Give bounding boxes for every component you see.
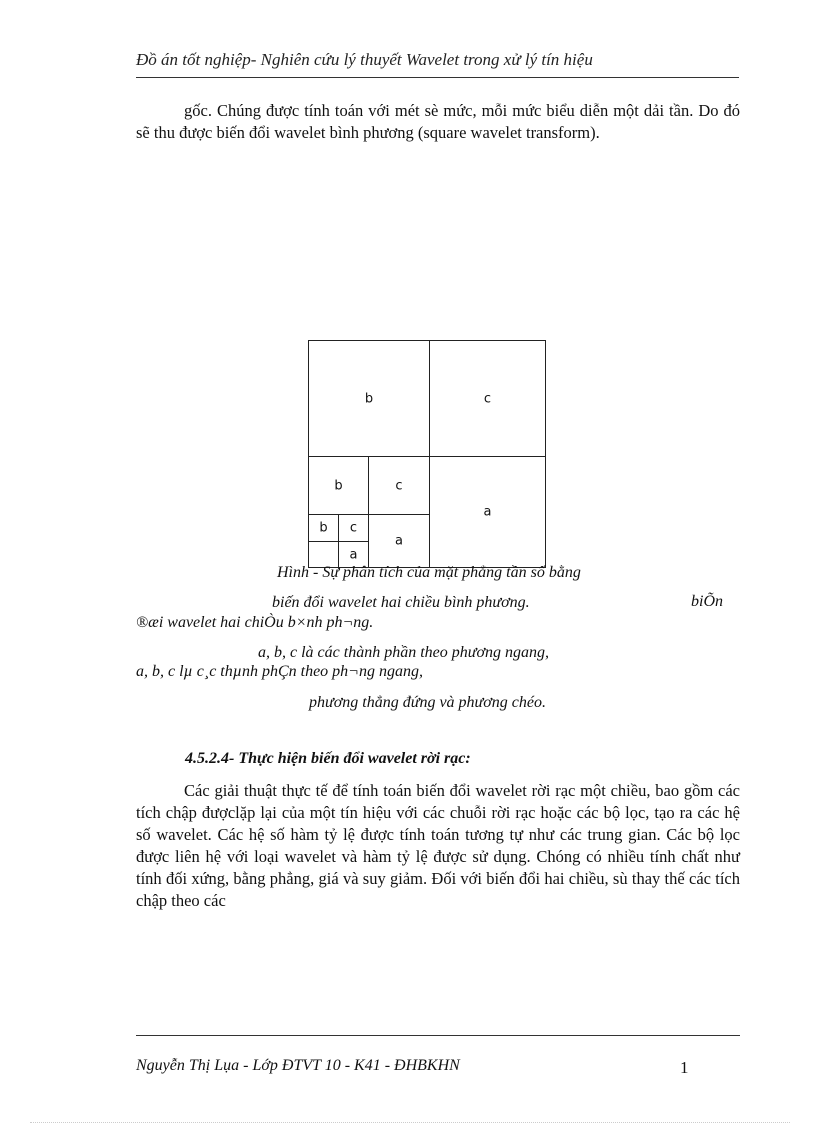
cell-level3-c xyxy=(338,514,369,542)
section-heading: 4.5.2.4- Thực hiện biến đổi wavelet rời rạc: xyxy=(185,750,471,767)
label: b xyxy=(334,478,343,493)
label: a xyxy=(349,547,358,562)
label: a xyxy=(395,533,403,549)
figure-caption-garbled-line3: a, b, c lµ c¸c thµnh phÇn theo ph¬ng ngang, xyxy=(136,663,423,680)
cell-level3-b xyxy=(308,514,339,542)
figure-caption-line2: biến đổi wavelet hai chiều bình phương. xyxy=(272,594,530,611)
label: c xyxy=(349,520,358,536)
label: c xyxy=(395,478,403,493)
label: b xyxy=(364,391,374,406)
header-rule xyxy=(136,77,739,78)
wavelet-decomposition-figure xyxy=(308,340,546,568)
cell-level1-b xyxy=(308,340,430,457)
figure-caption-line1: Hình - Sự phân tích của mặt phẳng tần số bằng xyxy=(277,564,581,581)
figure-caption-garbled-right: biÕn xyxy=(691,593,723,610)
footer-rule xyxy=(136,1035,740,1036)
label: b xyxy=(319,520,328,536)
figure-caption-line4: phương thẳng đứng và phương chéo. xyxy=(309,694,547,711)
label: a xyxy=(483,504,492,520)
cell-level1-a xyxy=(429,456,546,568)
cell-level2-b xyxy=(308,456,369,515)
page-header-title: Đồ án tốt nghiệp- Nghiên cứu lý thuyết Wavelet trong xử lý tín hiệu xyxy=(136,50,593,69)
figure-caption-line3: a, b, c là các thành phần theo phương ngang, xyxy=(258,644,550,661)
label: c xyxy=(483,391,492,406)
cell-level2-a xyxy=(368,514,430,568)
footer-author: Nguyễn Thị Lụa - Lớp ĐTVT 10 - K41 - ĐHBKHN xyxy=(136,1057,460,1074)
figure-caption-garbled-line2: ®æi wavelet hai chiÒu b×nh ph¬ng. xyxy=(136,614,374,631)
intro-paragraph: gốc. Chúng được tính toán với mét sè mức, mỗi mức biểu diễn một dải tần. Do đó sẽ thu được biến đổi wavelet bình phương (square wavelet transform). xyxy=(136,101,740,142)
cell-level1-c xyxy=(429,340,546,457)
cell-level2-c xyxy=(368,456,430,515)
page-number: 1 xyxy=(680,1058,689,1077)
section-body-paragraph: Các giải thuật thực tế để tính toán biến đổi wavelet rời rạc một chiều, bao gồm các tích chập đượclặp lại của một tín hiệu với các chuỗi rời rạc hoặc các bộ lọc, tạo ra các hệ số wavelet. Các hệ số hàm tỷ lệ được tính toán tương tự như các trung gian. Các bộ lọc được liên hệ với loại wavelet và hàm tỷ lệ được sử dụng. Chóng có nhiều tính chất như tính đối xứng, bằng phẳng, giá và suy giảm. Đối với biến đổi hai chiều, sù thay thế các tích chập theo các xyxy=(136,781,740,910)
